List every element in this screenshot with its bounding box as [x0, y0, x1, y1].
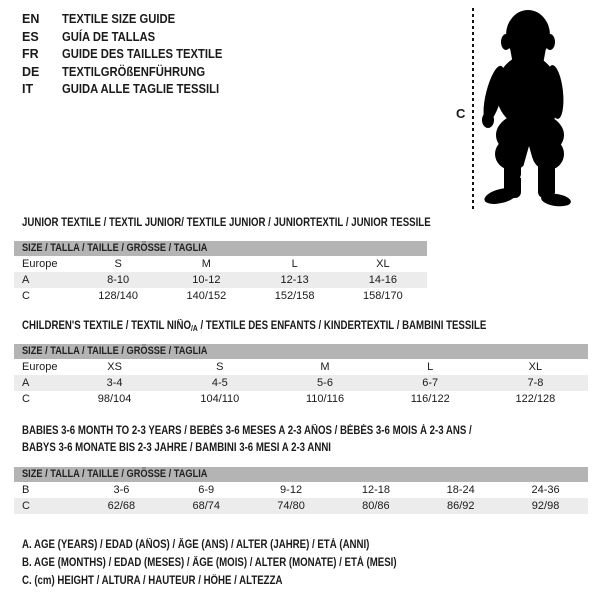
table-cell: 3-4 [106, 377, 123, 389]
babies-table-title-text1: BABIES 3-6 MONTH TO 2-3 YEARS / BEBÉS 3-6 MESES A 2-3 AÑOS / BÉBÉS 3-6 MOIS À 2-3 ANS / [22, 425, 472, 437]
footnotes [22, 536, 468, 590]
children-table-title [22, 318, 575, 337]
table-cell: XL [528, 361, 543, 373]
table-cell: 8-10 [107, 274, 130, 286]
junior-table-title-text: JUNIOR TEXTILE / TEXTIL JUNIOR/ TEXTILE JUNIOR / JUNIORTEXTIL / JUNIOR TESSILE [22, 217, 431, 229]
babies-size-table [14, 467, 588, 514]
table-cell: S [216, 361, 224, 373]
row-label: A [22, 377, 30, 389]
language-label: GUIDE DES TAILLES TEXTILE [62, 47, 223, 61]
table-cell: 128/140 [98, 290, 138, 302]
size-header-label: SIZE / TALLA / TAILLE / GRÖSSE / TAGLIA [22, 468, 208, 480]
language-label: TEXTILGRÖßENFÜHRUNG [62, 64, 206, 79]
size-header-bar [14, 241, 427, 256]
language-code: DE [22, 64, 40, 79]
title-prefix: CHILDREN'S TEXTILE / TEXTIL NIÑO [22, 320, 192, 332]
size-header-bar [14, 467, 588, 482]
size-header-label: SIZE / TALLA / TAILLE / GRÖSSE / TAGLIA [22, 242, 208, 254]
row-label: C [22, 500, 30, 512]
language-row-it [22, 81, 240, 99]
junior-table-title [22, 215, 508, 231]
title-subscript: /A [191, 324, 198, 333]
table-cell: 68/74 [192, 500, 220, 512]
table-cell: 14-16 [368, 274, 397, 286]
table-cell: 4-5 [211, 377, 228, 389]
table-cell: 6-9 [198, 484, 215, 496]
table-cell: 86/92 [446, 500, 475, 512]
table-cell: 3-6 [113, 484, 130, 496]
table-cell: 18-24 [446, 484, 475, 496]
footnote-a [22, 536, 468, 554]
babies-table-title-line1 [22, 423, 557, 439]
language-header [22, 11, 240, 99]
language-row-de [22, 64, 240, 82]
footnote-b-text: B. AGE (MONTHS) / EDAD (MESES) / ÂGE (MOIS) / ALTER (MONATE) / ETÀ (MESI) [22, 557, 397, 569]
babies-table-title-text2: BABYS 3-6 MONATE BIS 2-3 JAHRE / BAMBINI 3-6 MESI A 2-3 ANNI [22, 442, 331, 454]
row-label: Europe [22, 258, 58, 270]
children-table-title-text [22, 318, 486, 337]
title-suffix: / TEXTILE DES ENFANTS / KINDERTEXTIL / BAMBINI TESSILE [197, 320, 487, 332]
table-cell: XS [107, 361, 122, 373]
footnote-c [22, 572, 468, 590]
table-cell: L [291, 258, 298, 270]
language-code: ES [22, 29, 39, 44]
language-code: FR [22, 47, 39, 61]
table-row-age-months [14, 482, 588, 498]
language-label: GUÍA DE TALLAS [62, 29, 156, 44]
row-label: A [22, 274, 30, 286]
table-cell: 74/80 [277, 500, 305, 512]
children-size-table [14, 344, 588, 407]
footnote-b [22, 554, 468, 572]
language-label: GUIDA ALLE TAGLIE TESSILI [62, 82, 220, 96]
language-label: TEXTILE SIZE GUIDE [62, 12, 176, 26]
table-cell: 122/128 [515, 393, 556, 405]
table-row-europe [14, 256, 427, 272]
table-cell: XL [376, 258, 390, 270]
table-row-age [14, 375, 588, 391]
row-label: Europe [22, 361, 58, 373]
table-cell: 12-13 [280, 274, 309, 286]
table-cell: 152/158 [274, 290, 315, 302]
table-cell: 10-12 [192, 274, 221, 286]
table-cell: 6-7 [422, 377, 439, 389]
height-measure-label: C [456, 106, 466, 121]
language-row-fr [22, 46, 240, 64]
table-row-height [14, 288, 427, 304]
table-cell: S [114, 258, 122, 270]
language-row-es [22, 29, 240, 47]
table-cell: 12-18 [361, 484, 390, 496]
language-row-en [22, 11, 240, 29]
table-cell: 110/116 [305, 393, 345, 405]
table-cell: 92/98 [531, 500, 560, 512]
footnote-c-text: C. (cm) HEIGHT / ALTURA / HAUTEUR / HÖHE / ALTEZZA [22, 575, 283, 587]
size-header-label: SIZE / TALLA / TAILLE / GRÖSSE / TAGLIA [22, 345, 208, 357]
row-label: B [22, 484, 30, 496]
table-row-europe [14, 359, 588, 375]
table-cell: 5-6 [317, 377, 333, 389]
table-cell: 80/86 [362, 500, 390, 512]
table-row-height [14, 391, 588, 407]
table-cell: 7-8 [527, 377, 544, 389]
table-cell: 140/152 [186, 290, 227, 302]
table-cell: 158/170 [362, 290, 403, 302]
table-cell: 9-12 [280, 484, 303, 496]
table-cell: 104/110 [200, 393, 240, 405]
table-cell: 24-36 [531, 484, 560, 496]
language-code: EN [22, 12, 40, 26]
table-cell: M [201, 258, 211, 270]
junior-size-table [14, 241, 427, 304]
row-label: C [22, 290, 30, 302]
footnote-a-text: A. AGE (YEARS) / EDAD (AÑOS) / ÂGE (ANS) / ALTER (JAHRE) / ETÀ (ANNI) [22, 539, 370, 551]
height-dashed-line [472, 8, 474, 210]
table-cell: M [320, 361, 330, 373]
table-cell: 62/68 [107, 500, 136, 512]
toddler-silhouette-icon [478, 8, 574, 210]
babies-table-title-line2 [22, 440, 390, 456]
table-cell: L [427, 361, 434, 373]
table-cell: 116/122 [410, 393, 450, 405]
table-row-height [14, 498, 588, 514]
language-code: IT [22, 82, 34, 96]
table-cell: 98/104 [97, 393, 132, 405]
size-header-bar [14, 344, 588, 359]
table-row-age [14, 272, 427, 288]
row-label: C [22, 393, 30, 405]
